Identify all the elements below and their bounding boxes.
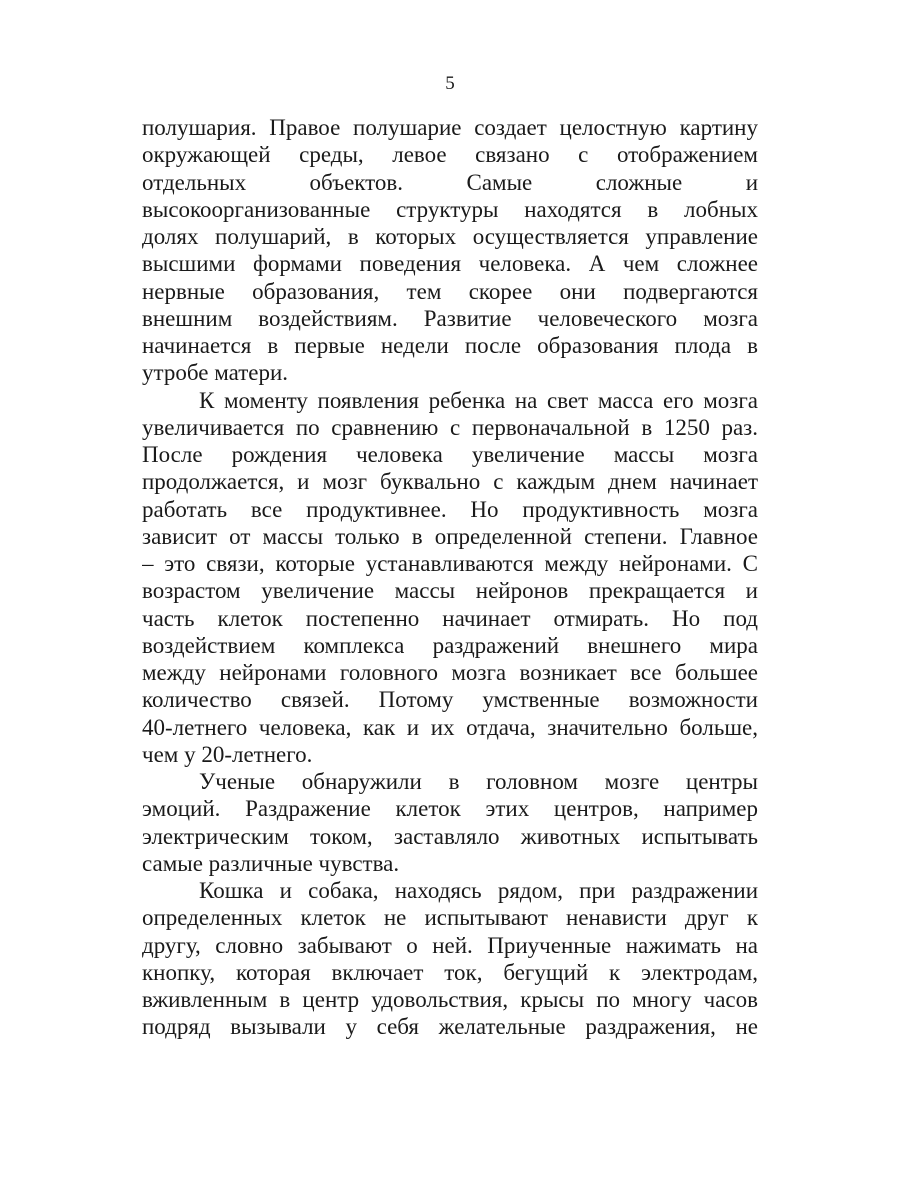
text-line: отдельных объектов. Самые сложные и — [142, 169, 758, 195]
text-line: возрастом увеличение массы нейронов прекращается и — [142, 578, 758, 604]
page-number: 5 — [445, 73, 455, 94]
text-line: другу, словно забывают о ней. Приученные нажимать на — [142, 932, 758, 958]
text-line: эмоций. Раздражение клеток этих центров, например — [142, 796, 758, 822]
text-line: часть клеток постепенно начинает отмирать. Но под — [142, 605, 758, 631]
text-line: Кошка и собака, находясь рядом, при раздражении — [199, 878, 758, 903]
text-line: между нейронами головного мозга возникает все большее — [142, 660, 758, 685]
text-line: зависит от массы только в определенной степени. Главное — [142, 523, 758, 549]
text-line: чем у 20-летнего. — [142, 741, 313, 767]
text-line: количество связей. Потому умственные возможности — [142, 687, 758, 713]
text-line: кнопку, которая включает ток, бегущий к электродам, — [142, 959, 758, 985]
paragraph-1 — [142, 114, 758, 387]
text-line: самые различные чувства. — [142, 850, 400, 876]
text-line: утробе матери. — [142, 360, 289, 386]
text-line: электрическим током, заставляло животных испытывать — [142, 823, 758, 849]
text-line: К моменту появления ребенка на свет масса его мозга — [199, 387, 758, 413]
text-line: Ученые обнаружили в головном мозге центры — [199, 769, 758, 794]
text-line: работать все продуктивнее. Но продуктивность мозга — [142, 496, 758, 522]
text-line: воздействием комплекса раздражений внешнего мира — [142, 632, 758, 658]
text-line: вживленным в центр удовольствия, крысы по многу часов — [142, 987, 758, 1012]
text-line: увеличивается по сравнению с первоначальной в 1250 раз. — [142, 414, 758, 440]
text-line: начинается в первые недели после образования плода в — [142, 333, 758, 358]
paragraph-4 — [142, 877, 758, 1041]
text-line: определенных клеток не испытывают ненависти друг к — [142, 905, 758, 931]
paragraph-2 — [142, 387, 758, 769]
text-line: 40-летнего человека, как и их отдача, значительно больше, — [142, 714, 758, 740]
body-text — [142, 114, 758, 1041]
text-line: нервные образования, тем скорее они подвергаются — [142, 278, 758, 304]
text-line: – это связи, которые устанавливаются между нейронами. С — [142, 551, 758, 576]
text-line: полушария. Правое полушарие создает целостную картину — [142, 115, 758, 140]
text-line: высшими формами поведения человека. А чем сложнее — [142, 251, 758, 277]
text-line: высокоорганизованные структуры находятся в лобных — [142, 196, 758, 222]
paragraph-3 — [142, 768, 758, 877]
text-line: долях полушарий, в которых осуществляется управление — [142, 224, 758, 249]
text-line: внешним воздействиям. Развитие человеческого мозга — [142, 305, 758, 331]
text-line: подряд вызывали у себя желательные раздражения, не — [142, 1014, 758, 1040]
text-line: продолжается, и мозг буквально с каждым днем начинает — [142, 469, 758, 495]
text-line: окружающей среды, левое связано с отображением — [142, 142, 758, 168]
text-line: После рождения человека увеличение массы мозга — [142, 442, 758, 467]
